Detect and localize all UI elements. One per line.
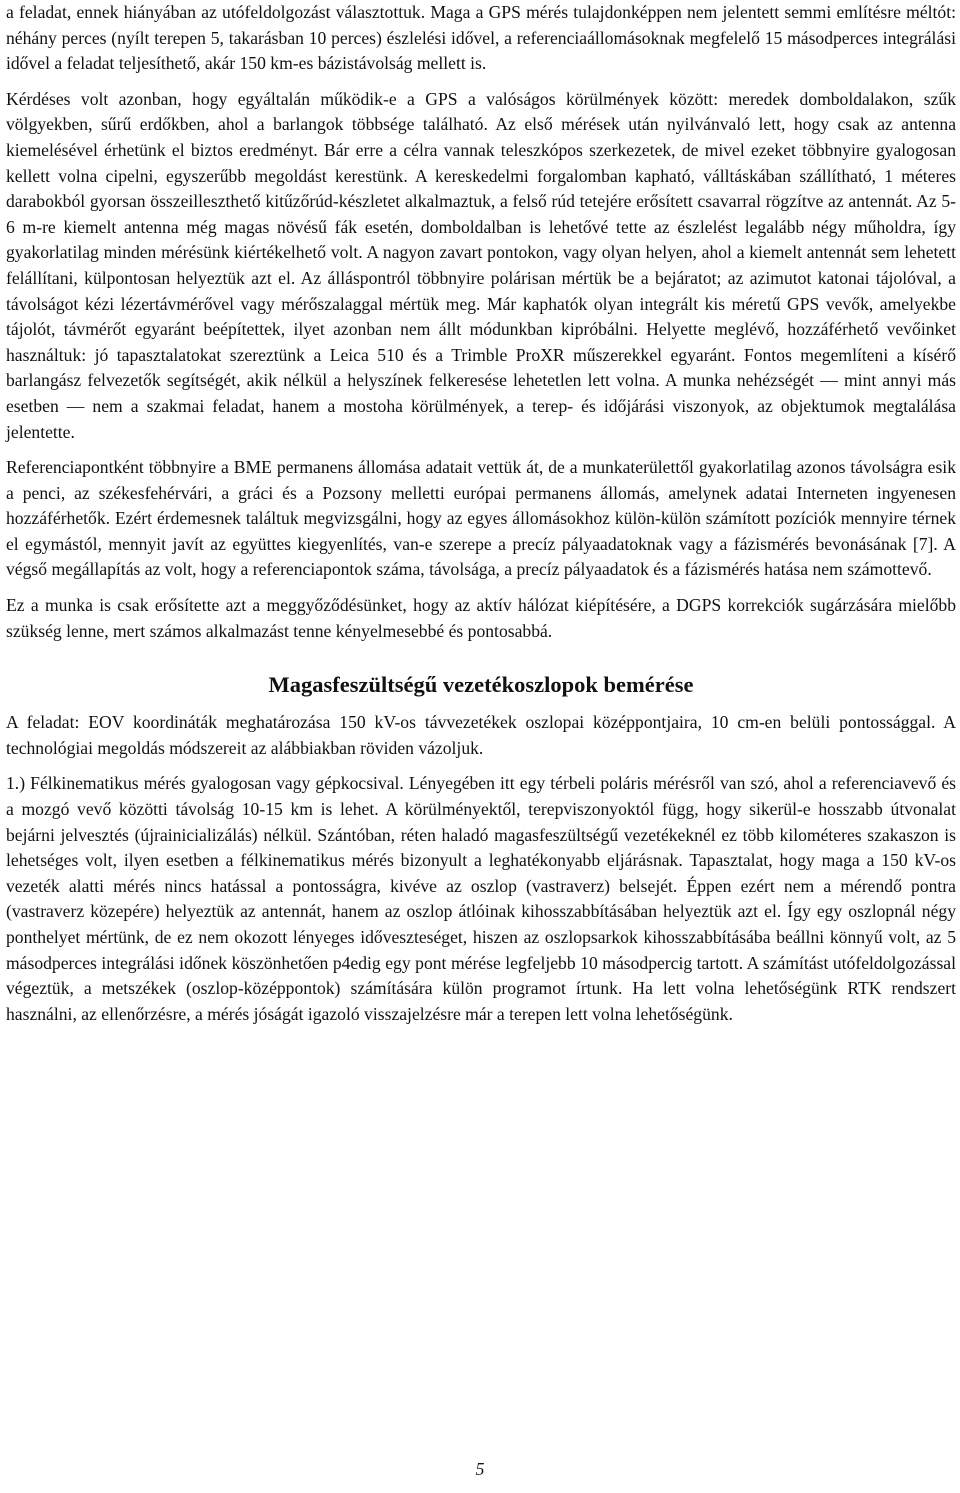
document-page <box>6 0 956 1027</box>
paragraph-antenna-conditions: Kérdéses volt azonban, hogy egyáltalán működik-e a GPS a valóságos körülmények között: meredek domboldalakon, szűk völgyekben, sűrű erdőkben, ahol a barlangok többsége található. Az első mérések után nyilvánvaló lett, hogy csak az antenna kiemelésével érhetünk el biztos eredményt. Bár erre a célra vannak teleszkópos szerkezetek, de mivel ezeket többnyire gyalogosan kellett volna cipelni, egyszerűbb megoldást kerestünk. A kereskedelmi forgalomban kapható, válltáskában szállítható, 1 méteres darabokból gyorsan összeilleszthető kitűzőrúd-készletet alkalmaztuk, a felső rúd tetejére erősített csavarral rögzítve az antennát. Az 5-6 m-re kiemelt antenna még magas növésű fák esetén, domboldalban is lehetővé tette az észlelést legalább négy műholdra, így gyakorlatilag minden mérésünk kiértékelhető volt. A nagyon zavart pontokon, vagy olyan helyen, ahol a kiemelt antennát sem lehetett felállítani, külpontosan helyeztük azt el. Az álláspontról többnyire polárisan mértük be a bejáratot; az azimutot katonai tájolóval, a távolságot kézi lézertávmérővel vagy mérőszalaggal mértük meg. Már kaphatók olyan integrált kis méretű GPS vevők, amelyekbe tájolót, távmérőt egyaránt beépítettek, ilyet azonban nem állt módunkban kipróbálni. Helyette meglévő, hozzáférhető vevőinket használtuk: jó tapasztalatokat szereztünk a Leica 510 és a Trimble ProXR műszerekkel egyaránt. Fontos megemlíteni a kísérő barlangász felvezetők segítségét, akik nélkül a helyszínek felkeresése lehetetlen lett volna. A munka nehézségét — mint annyi más esetben — nem a szakmai feladat, hanem a mostoha körülmények, a terep- és időjárási viszonyok, az objektumok megtalálása jelentette. <box>6 88 956 442</box>
paragraph-reference-points: Referenciapontként többnyire a BME permanens állomása adatait vettük át, de a munkaterülettől gyakorlatilag azonos távolságra esik a penci, az székesfehérvári, a gráci és a Pozsony melletti európai permanens állomás, amelynek adatai Interneten ingyenesen hozzáférhetők. Ezért érdemesnek találtuk megvizsgálni, hogy az egyes állomásokhoz külön-külön számított pozíciók mennyire térnek el egymástól, mennyit javít az együttes kiegyenlítés, van-e szerepe a precíz pályaadatoknak vagy a fázismérés bevonásának [7]. A végső megállapítás az volt, hogy a referenciapontok száma, távolsága, a precíz pályaadatok és a fázismérés hatása nem számottevő. <box>6 457 956 580</box>
paragraph-active-network: Ez a munka is csak erősítette azt a meggyőződésünket, hogy az aktív hálózat kiépítésére, a DGPS korrekciók sugárzására mielőbb szükség lenne, mert számos alkalmazást tenne kényelmesebbé és pontosabbá. <box>6 595 956 641</box>
paragraph-semikinematic-method: 1.) Félkinematikus mérés gyalogosan vagy gépkocsival. Lényegében itt egy térbeli poláris mérésről van szó, ahol a referenciavevő és a mozgó vevő közötti távolság 10-15 km is lehet. A körülményektől, terepviszonyoktól függ, hogy sikerül-e hosszabb útvonalat bejárni jelvesztés (újrainicializálás) nélkül. Szántóban, réten haladó magasfeszültségű vezetékeknél ez több kilométeres szakaszon is lehetséges volt, ilyen esetben a félkinematikus mérés bizonyult a leghatékonyabb eljárásnak. Tapasztalat, hogy maga a 150 kV-os vezeték alatti mérés nincs hatással a pontosságra, kivéve az oszlop (vastraverz) belsejét. Éppen ezért nem a mérendő pontra (vastraverz közepére) helyeztük az antennát, hanem az oszlop átlóinak kihosszabbításában helyeztük azt el. Így egy oszlopnál négy ponthelyet mértünk, de ez nem okozott lényeges időveszteséget, hiszen az oszlopsarkok kihosszabbításába beállni könnyű volt, az 5 másodperces integrálási időnek köszönhetően p4edig egy pont mérése legfeljebb 10 másodpercig tartott. A számítást utófeldolgozással végeztük, a metszékek (oszlop-középpontok) számítására külön programot írtunk. Ha lett volna lehetőségünk RTK rendszert használni, az ellenőrzésre, a mérés jóságát igazoló visszajelzésre már a terepen lett volna lehetőségünk. <box>6 773 956 1024</box>
paragraph-gps-measurement: a feladat, ennek hiányában az utófeldolgozást választottuk. Maga a GPS mérés tulajdonképpen nem jelentett semmi említésre méltót: néhány perces (nyílt terepen 5, takarásban 10 perces) észlelési idővel, a referenciaállomásoknak megfelelő 15 másodperces integrálási idővel a feladat teljesíthető, akár 150 km-es bázistávolság mellett is. <box>6 2 956 74</box>
paragraph-task-description: A feladat: EOV koordináták meghatározása 150 kV-os távvezetékek oszlopai középpontjaira, 10 cm-en belüli pontossággal. A technológiai megoldás módszereit az alábbiakban röviden vázoljuk. <box>6 712 956 758</box>
section-heading: Magasfeszültségű vezetékoszlopok bemérése <box>268 672 694 698</box>
page-number: 5 <box>475 1459 485 1479</box>
